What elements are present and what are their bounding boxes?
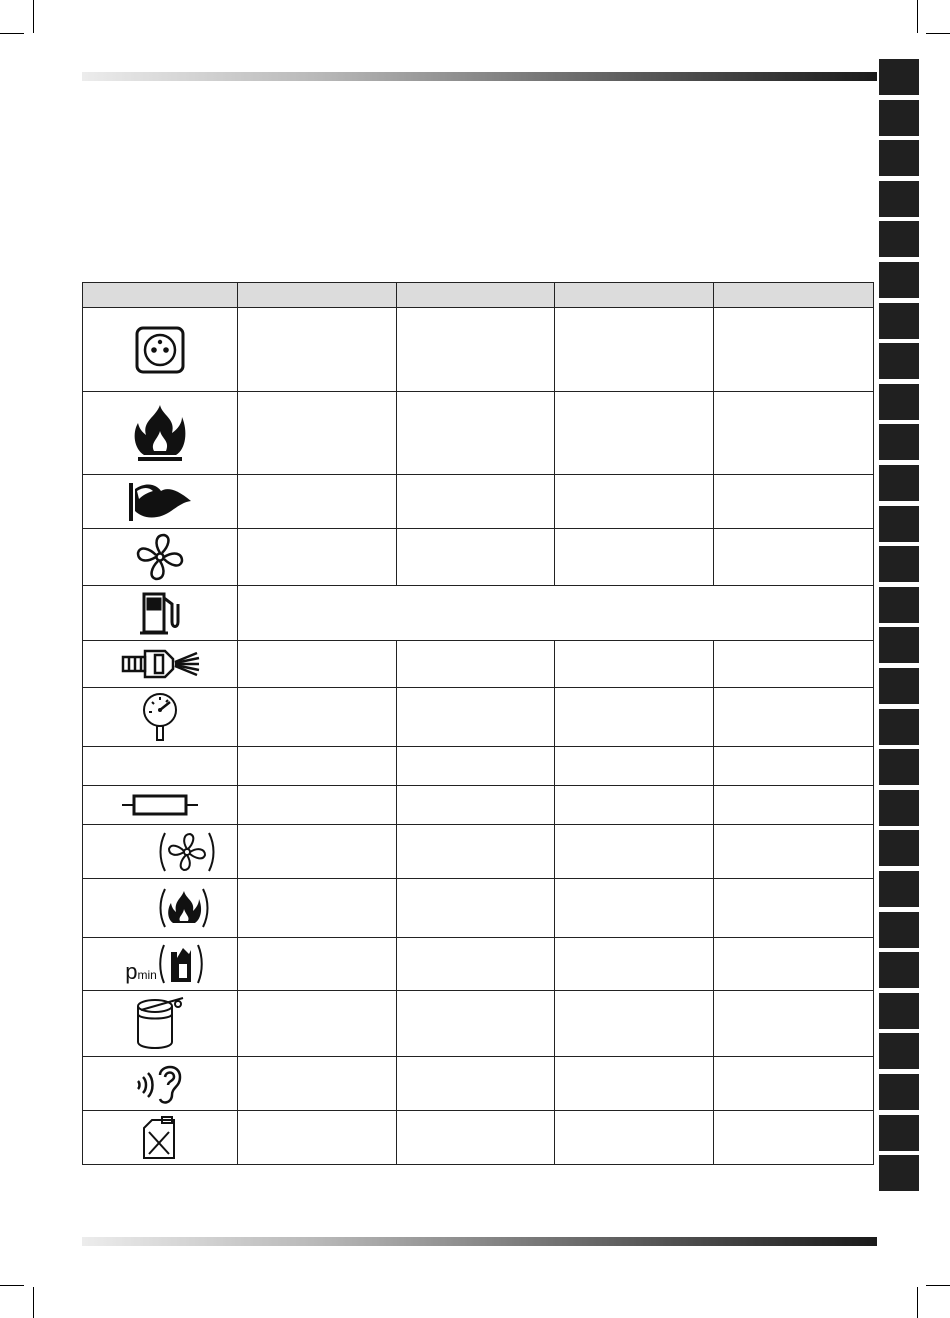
fan-bracket-icon bbox=[159, 829, 215, 875]
side-tab bbox=[879, 382, 919, 420]
data-cell bbox=[714, 825, 874, 879]
side-tab bbox=[879, 504, 919, 542]
table-row bbox=[83, 392, 874, 475]
side-tab bbox=[879, 585, 919, 623]
data-cell bbox=[714, 879, 874, 938]
side-tab bbox=[879, 544, 919, 582]
table-row bbox=[83, 786, 874, 825]
data-cell bbox=[555, 786, 714, 825]
side-tab bbox=[879, 138, 919, 176]
data-cell bbox=[555, 991, 714, 1057]
data-cell bbox=[397, 308, 555, 392]
data-cell bbox=[238, 529, 397, 586]
data-cell bbox=[714, 786, 874, 825]
table-row bbox=[83, 641, 874, 688]
data-cell bbox=[397, 747, 555, 786]
data-cell bbox=[238, 786, 397, 825]
data-cell bbox=[714, 1111, 874, 1165]
side-tab bbox=[879, 179, 919, 217]
table-row bbox=[83, 879, 874, 938]
side-tab bbox=[879, 463, 919, 501]
data-cell bbox=[238, 392, 397, 475]
icon-cell bbox=[83, 586, 238, 641]
icon-cell bbox=[83, 392, 238, 475]
data-cell bbox=[555, 308, 714, 392]
jerrycan-icon bbox=[140, 1116, 180, 1160]
data-cell bbox=[238, 991, 397, 1057]
table-row bbox=[83, 1111, 874, 1165]
side-tab bbox=[879, 219, 919, 257]
data-cell bbox=[238, 308, 397, 392]
data-cell bbox=[714, 308, 874, 392]
data-cell bbox=[714, 938, 874, 991]
data-cell bbox=[555, 825, 714, 879]
spray-nozzle-icon bbox=[119, 645, 201, 683]
flame-icon bbox=[132, 403, 188, 463]
side-tab bbox=[879, 869, 919, 907]
data-cell bbox=[555, 938, 714, 991]
data-cell bbox=[397, 475, 555, 529]
side-tab bbox=[879, 910, 919, 948]
icon-cell bbox=[83, 688, 238, 747]
data-cell bbox=[555, 688, 714, 747]
crop-mark bbox=[926, 1285, 950, 1286]
data-cell bbox=[397, 786, 555, 825]
chimney-icon bbox=[159, 942, 203, 986]
top-decorative-bar bbox=[82, 72, 877, 81]
icon-cell bbox=[83, 938, 238, 991]
data-cell bbox=[397, 938, 555, 991]
data-cell bbox=[714, 688, 874, 747]
table-row bbox=[83, 529, 874, 586]
tank-icon bbox=[133, 996, 187, 1052]
data-cell bbox=[397, 991, 555, 1057]
table-row bbox=[83, 1057, 874, 1111]
side-tab bbox=[879, 828, 919, 866]
table-row bbox=[83, 308, 874, 392]
table-header-row bbox=[83, 283, 874, 308]
icon-cell bbox=[83, 1111, 238, 1165]
pmin-icon bbox=[91, 942, 237, 986]
data-cell bbox=[714, 392, 874, 475]
data-cell bbox=[238, 747, 397, 786]
side-tab-strip bbox=[879, 57, 919, 1197]
data-cell bbox=[238, 879, 397, 938]
fuse-icon bbox=[120, 793, 200, 817]
icon-cell bbox=[83, 308, 238, 392]
side-tab bbox=[879, 57, 919, 95]
data-cell bbox=[238, 641, 397, 688]
data-cell bbox=[238, 688, 397, 747]
header-cell bbox=[714, 283, 874, 308]
data-cell bbox=[238, 938, 397, 991]
data-cell bbox=[397, 688, 555, 747]
side-tab bbox=[879, 950, 919, 988]
flame-bracket-icon bbox=[159, 885, 209, 931]
table-row bbox=[83, 475, 874, 529]
data-cell bbox=[397, 879, 555, 938]
data-cell bbox=[397, 1111, 555, 1165]
data-cell bbox=[397, 641, 555, 688]
side-tab bbox=[879, 747, 919, 785]
side-tab bbox=[879, 666, 919, 704]
side-tab bbox=[879, 301, 919, 339]
bottom-decorative-bar bbox=[82, 1237, 877, 1246]
data-cell bbox=[555, 879, 714, 938]
power-socket-icon bbox=[135, 325, 185, 375]
table-row bbox=[83, 991, 874, 1057]
side-tab bbox=[879, 1031, 919, 1069]
table-row bbox=[83, 747, 874, 786]
data-cell bbox=[714, 475, 874, 529]
fan-icon bbox=[136, 533, 184, 581]
icon-cell bbox=[83, 529, 238, 586]
data-cell bbox=[238, 475, 397, 529]
side-tab bbox=[879, 1072, 919, 1110]
crop-mark bbox=[917, 1287, 918, 1318]
specification-table bbox=[82, 282, 874, 1165]
crop-mark bbox=[0, 33, 24, 34]
burner-flame-icon bbox=[127, 479, 193, 525]
side-tab bbox=[879, 788, 919, 826]
data-cell bbox=[397, 1057, 555, 1111]
crop-mark bbox=[0, 1285, 24, 1286]
data-cell bbox=[714, 1057, 874, 1111]
crop-mark bbox=[917, 0, 918, 33]
data-cell bbox=[555, 475, 714, 529]
data-cell bbox=[555, 529, 714, 586]
data-cell bbox=[397, 392, 555, 475]
data-cell bbox=[555, 747, 714, 786]
crop-mark bbox=[33, 0, 34, 33]
merged-data-cell bbox=[238, 586, 874, 641]
icon-cell bbox=[83, 641, 238, 688]
side-tab bbox=[879, 260, 919, 298]
data-cell bbox=[555, 1057, 714, 1111]
table-row bbox=[83, 586, 874, 641]
icon-cell bbox=[83, 825, 238, 879]
crop-mark bbox=[33, 1287, 34, 1318]
side-tab bbox=[879, 1113, 919, 1151]
side-tab bbox=[879, 1153, 919, 1191]
fuel-pump-icon bbox=[138, 590, 182, 636]
side-tab bbox=[879, 98, 919, 136]
data-cell bbox=[714, 991, 874, 1057]
icon-cell bbox=[83, 747, 238, 786]
data-cell bbox=[397, 825, 555, 879]
side-tab bbox=[879, 341, 919, 379]
pmin-label: pmin bbox=[125, 959, 157, 984]
icon-cell bbox=[83, 786, 238, 825]
icon-cell bbox=[83, 991, 238, 1057]
data-cell bbox=[238, 825, 397, 879]
table-row bbox=[83, 938, 874, 991]
data-cell bbox=[238, 1111, 397, 1165]
table-row bbox=[83, 688, 874, 747]
data-cell bbox=[714, 641, 874, 688]
header-cell bbox=[238, 283, 397, 308]
icon-cell bbox=[83, 475, 238, 529]
side-tab bbox=[879, 625, 919, 663]
data-cell bbox=[555, 392, 714, 475]
side-tab bbox=[879, 707, 919, 745]
icon-cell bbox=[83, 1057, 238, 1111]
ear-sound-icon bbox=[134, 1061, 186, 1107]
header-cell bbox=[83, 283, 238, 308]
data-cell bbox=[714, 529, 874, 586]
side-tab bbox=[879, 991, 919, 1029]
pressure-gauge-icon bbox=[140, 692, 180, 742]
data-cell bbox=[397, 529, 555, 586]
table-row bbox=[83, 825, 874, 879]
header-cell bbox=[397, 283, 555, 308]
crop-mark bbox=[926, 33, 950, 34]
side-tab bbox=[879, 422, 919, 460]
data-cell bbox=[555, 641, 714, 688]
data-cell bbox=[238, 1057, 397, 1111]
header-cell bbox=[555, 283, 714, 308]
data-cell bbox=[714, 747, 874, 786]
data-cell bbox=[555, 1111, 714, 1165]
icon-cell bbox=[83, 879, 238, 938]
